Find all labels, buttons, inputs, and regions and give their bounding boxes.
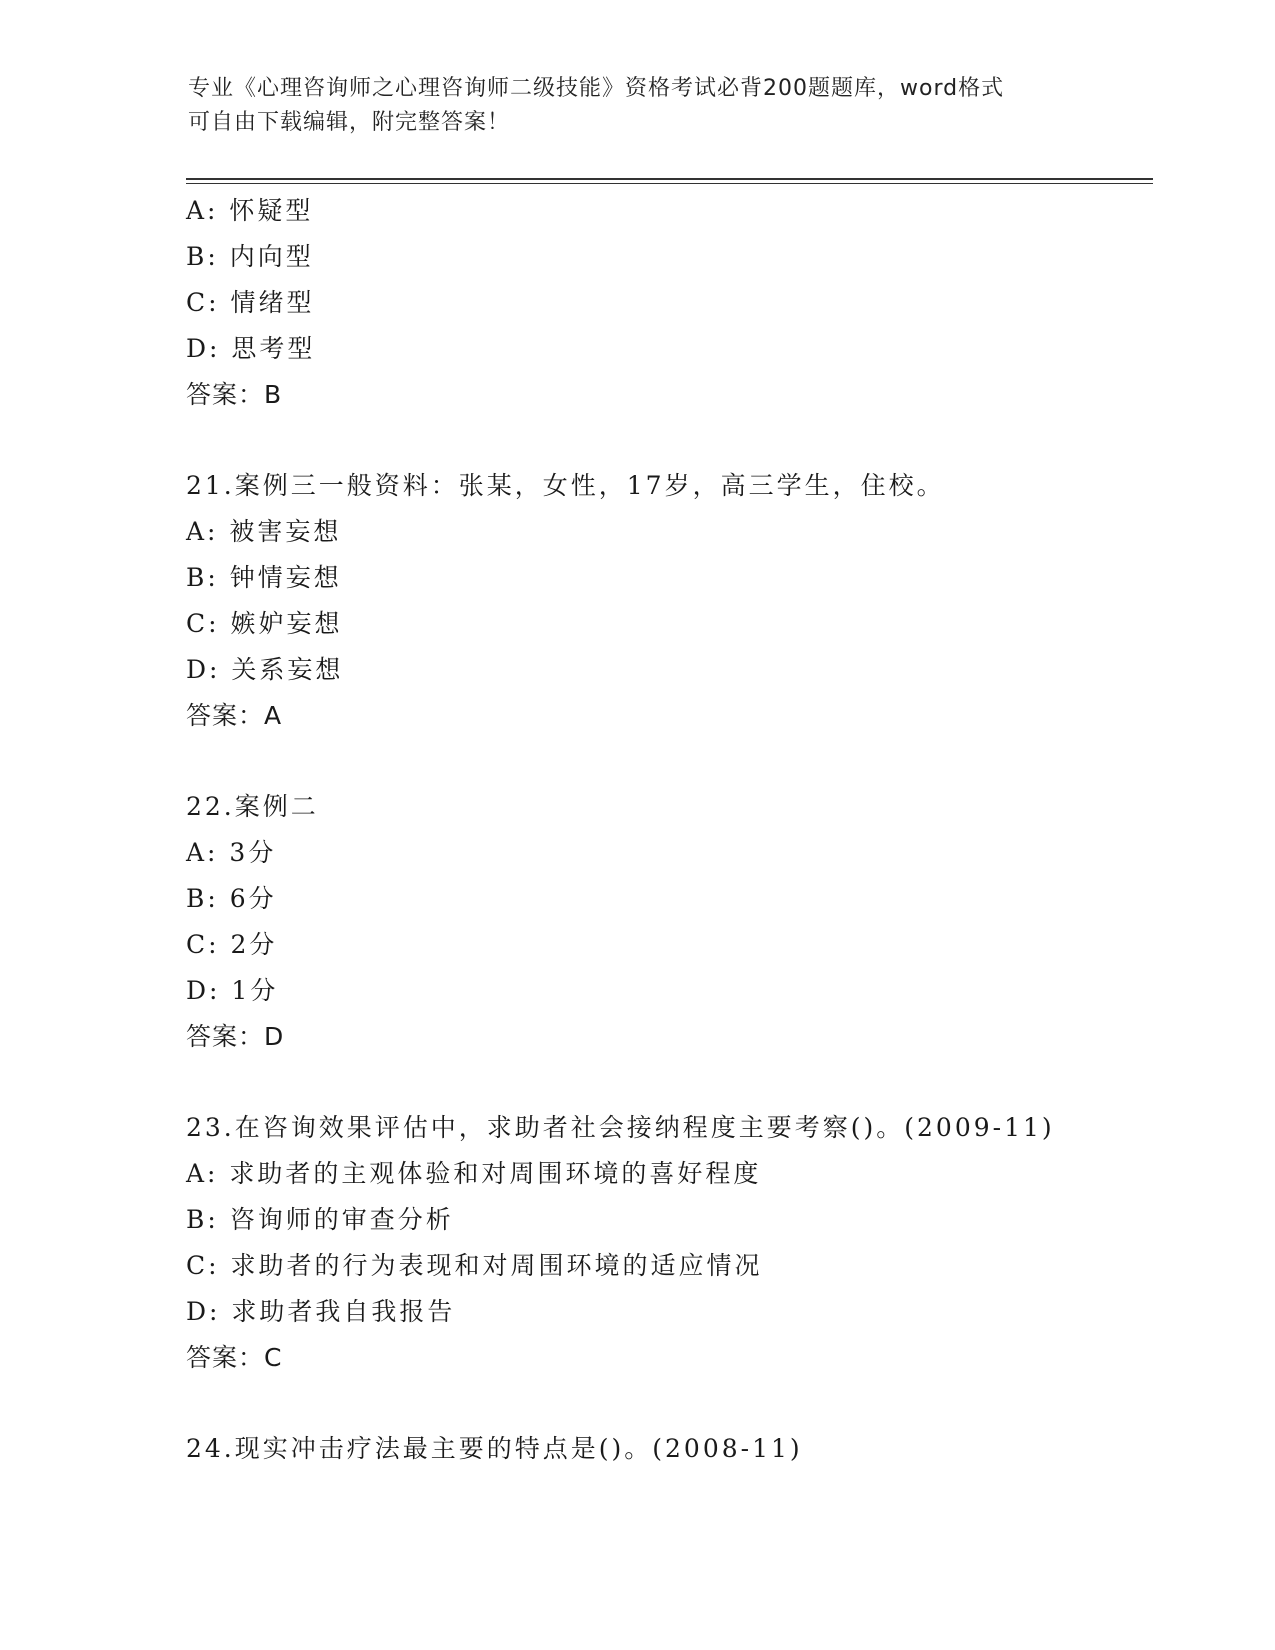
answer-line: 答案：C — [186, 1343, 283, 1372]
option-d: D: 1分 — [186, 976, 279, 1005]
question-text: 24.现实冲击疗法最主要的特点是()。(2008-11) — [186, 1434, 803, 1463]
document-header — [188, 72, 1068, 140]
option-b: B: 咨询师的审查分析 — [186, 1205, 454, 1234]
option-c: C: 2分 — [186, 930, 278, 959]
option-b: B: 钟情妄想 — [186, 563, 342, 592]
header-divider-thick — [186, 178, 1153, 180]
option-c: C: 嫉妒妄想 — [186, 609, 343, 638]
option-d: D: 关系妄想 — [186, 655, 344, 684]
answer-line: 答案：D — [186, 1022, 285, 1051]
answer-line: 答案：A — [186, 701, 283, 730]
option-c: C: 求助者的行为表现和对周围环境的适应情况 — [186, 1251, 763, 1280]
question-text: 22.案例二 — [186, 792, 319, 821]
option-a: A: 怀疑型 — [186, 196, 314, 225]
question-block — [186, 1105, 1186, 1381]
header-line-1: 专业《心理咨询师之心理咨询师二级技能》资格考试必背200题题库，word格式 — [188, 76, 1005, 101]
option-b: B: 6分 — [186, 884, 277, 913]
option-c: C: 情绪型 — [186, 288, 315, 317]
question-block — [186, 784, 1186, 1060]
option-a: A: 求助者的主观体验和对周围环境的喜好程度 — [186, 1159, 762, 1188]
header-line-2: 可自由下载编辑，附完整答案！ — [188, 110, 511, 135]
question-list — [186, 188, 1186, 1472]
question-block — [186, 188, 1186, 418]
question-text: 21.案例三一般资料：张某，女性，17岁，高三学生，住校。 — [186, 471, 945, 500]
block-spacer — [186, 1381, 1186, 1426]
option-d: D: 求助者我自我报告 — [186, 1297, 456, 1326]
option-b: B: 内向型 — [186, 242, 314, 271]
block-spacer — [186, 739, 1186, 784]
option-a: A: 3分 — [186, 838, 277, 867]
question-block — [186, 1426, 1186, 1472]
header-divider-thin — [186, 183, 1153, 184]
block-spacer — [186, 1060, 1186, 1105]
question-block — [186, 463, 1186, 739]
option-a: A: 被害妄想 — [186, 517, 342, 546]
question-text: 23.在咨询效果评估中，求助者社会接纳程度主要考察()。(2009-11) — [186, 1113, 1055, 1142]
answer-line: 答案：B — [186, 380, 283, 409]
block-spacer — [186, 418, 1186, 463]
option-d: D: 思考型 — [186, 334, 316, 363]
